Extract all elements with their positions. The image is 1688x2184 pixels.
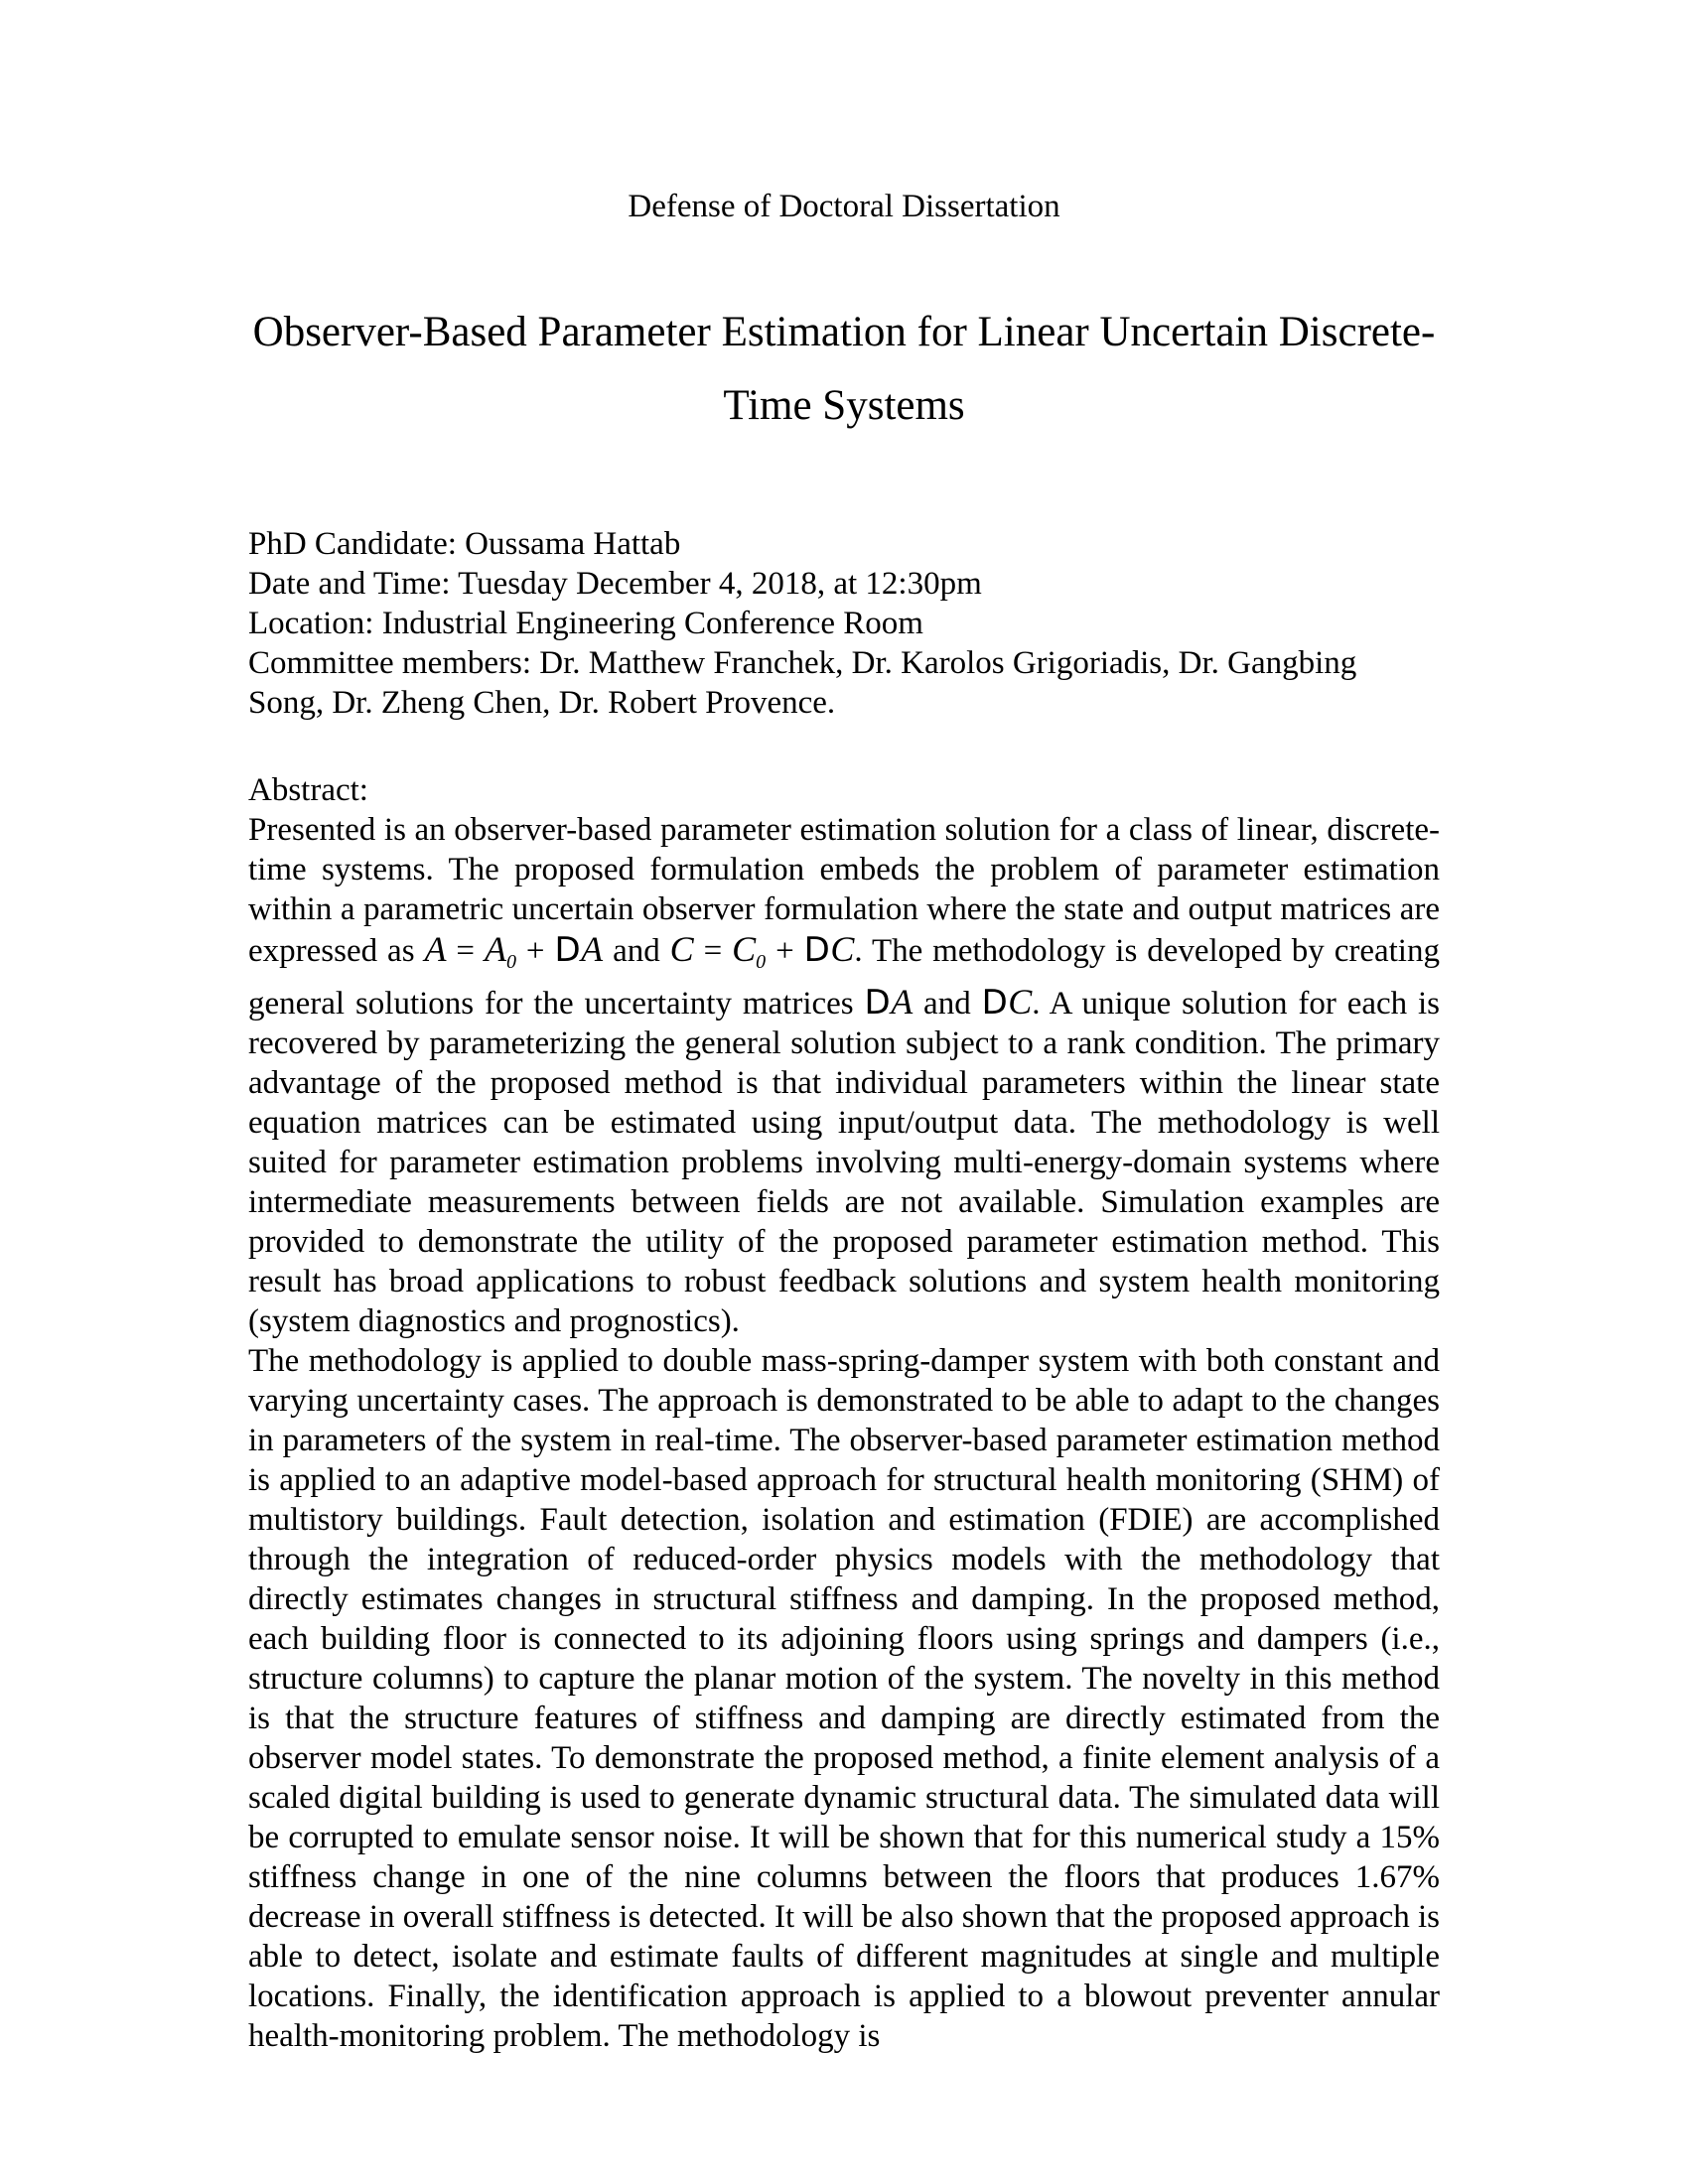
math-segment: D [554,930,582,970]
text-segment: The methodology is applied to double mass-spring-damper system with both constant and varying uncertainty cases. The approach is demonstrated to be able to adapt to the changes in parameters of the system in real-time. The observer-based parameter estimation method is applied to an adaptive model-based approach for structural health monitoring (SHM) of multistory buildings. Fault detection, isolation and estimation (FDIE) are accomplished through the integration of reduced-order physics models with the methodology that directly estimates changes in structural stiffness and damping. In the proposed method, each building floor is connected to its adjoining floors using springs and dampers (i.e., structure columns) to capture the planar motion of the system. The novelty in this method is that the structure features of stiffness and damping are directly estimated from the observer model states. To demonstrate the proposed method, a finite element analysis of a scaled digital building is used to generate dynamic structural data. The simulated data will be corrupted to emulate sensor noise. It will be shown that for this numerical study a 15% stiffness change in one of the nine columns between the floors that produces 1.67% decrease in overall stiffness is detected. It will be also shown that the proposed approach is able to detect, isolate and estimate faults of different magnitudes at single and multiple locations. Finally, the identification approach is applied to a blowout preventer annular health-monitoring problem. The methodology is [248,1343,1440,2054]
abstract-paragraph-1 [248,810,1440,1341]
math-segment: D [803,930,831,970]
text-segment: = [693,933,733,969]
math-segment: 0 [756,951,767,973]
info-line-committee: Committee members: Dr. Matthew Franchek, Dr. Karolos Grigoriadis, Dr. Gangbing Song, Dr. Zheng Chen, Dr. Robert Provence. [248,645,1357,721]
math-segment: A [484,929,506,969]
math-segment: A [891,982,914,1022]
math-segment: A [424,929,447,969]
text-segment: . The methodology is developed by creating general solutions for the uncertainty matrices [248,933,1440,1022]
text-segment: and [603,933,670,969]
document-title: Observer-Based Parameter Estimation for Linear Uncertain Discrete-Time Systems [252,309,1436,429]
math-segment: C [1008,982,1033,1022]
text-segment: . A unique solution for each is recovered by parameterizing the general solution subject to a rank condition. The primary advantage of the proposed method is that individual parameters within the linear state equation matrices can be estimated using input/output data. The methodology is well suited for parameter estimation problems involving multi-energy-domain systems where intermediate measurements between fields are not available. Simulation examples are provided to demonstrate the utility of the proposed parameter estimation method. This result has broad applications to robust feedback solutions and system health monitoring (system diagnostics and prognostics). [248,986,1441,1339]
info-line-date-time: Date and Time: Tuesday December 4, 2018, at 12:30pm [248,566,982,602]
math-segment: C [732,929,757,969]
document-header: Defense of Doctoral Dissertation [628,189,1060,224]
info-line-phd-candidate: PhD Candidate: Oussama Hattab [248,526,681,562]
text-segment: and [913,986,982,1022]
math-segment: D [864,983,892,1023]
math-segment: D [981,983,1009,1023]
text-segment: + [515,933,555,969]
text-segment: = [446,933,485,969]
math-segment: C [669,929,694,969]
abstract-paragraph-2 [248,1341,1440,2056]
abstract-label: Abstract: [248,772,368,808]
math-segment: 0 [505,951,516,973]
text-segment: + [766,933,804,969]
info-line-location: Location: Industrial Engineering Conference Room [248,606,923,641]
text-segment: Presented is an observer-based parameter estimation solution for a class of linear, discrete-time systems. The proposed formulation embeds the problem of parameter estimation within a parametric uncertain observer formulation where the state and output matrices are expressed as [248,812,1440,969]
math-segment: C [830,929,855,969]
math-segment: A [581,929,604,969]
info-block [248,524,1440,723]
